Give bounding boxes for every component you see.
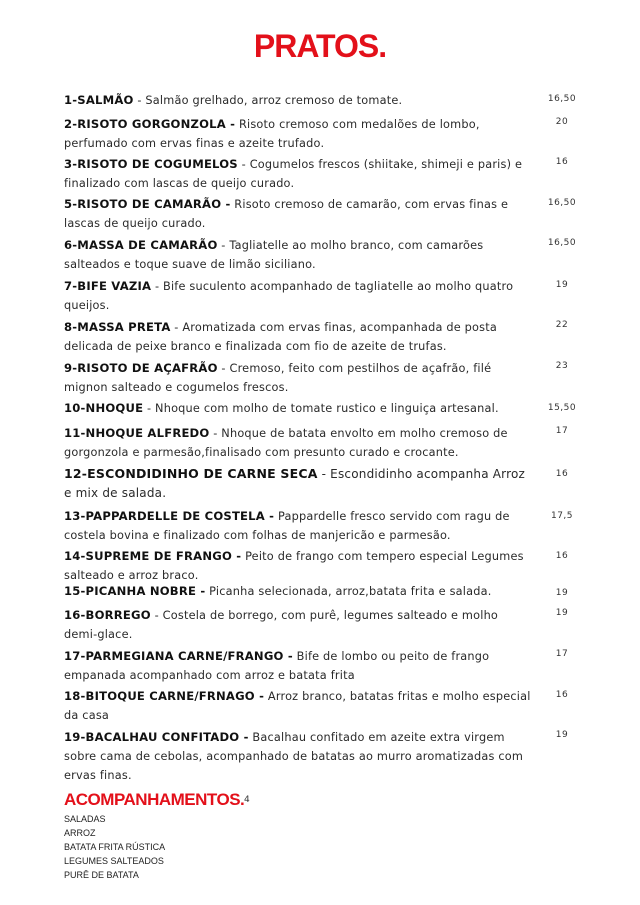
- menu-item: [64, 115, 534, 153]
- item-description: Peito de frango com tempero especial Legumes salteado e arroz braco.: [64, 550, 524, 582]
- sides-list: [64, 812, 165, 882]
- item-price: 19: [555, 608, 569, 618]
- menu-item: [64, 547, 534, 585]
- item-description: - Nhoque de batata envolto em molho cremoso de gorgonzola e parmesão,finalisado com presunto curado e crocante.: [64, 427, 508, 459]
- item-description: - Salmão grelhado, arroz cremoso de tomate.: [133, 94, 403, 107]
- item-price: 22: [555, 320, 569, 330]
- menu-item: [64, 424, 534, 462]
- item-name: 7-BIFE VAZIA: [64, 279, 152, 293]
- item-name: 19-BACALHAU CONFITADO -: [64, 730, 249, 744]
- item-price: 17: [555, 649, 569, 659]
- side-item: ARROZ: [64, 828, 96, 838]
- item-name: 9-RISOTO DE AÇAFRÃO: [64, 361, 218, 375]
- item-description: - Cremoso, feito com pestilhos de açafrão, filé mignon salteado e cogumelos frescos.: [64, 362, 492, 394]
- menu-item: [64, 728, 534, 785]
- item-name: 18-BITOQUE CARNE/FRNAGO -: [64, 689, 265, 703]
- menu-item: [64, 507, 534, 545]
- item-description: - Tagliatelle ao molho branco, com camarões salteados e toque suave de limão siciliano.: [64, 239, 484, 271]
- item-price: 19: [555, 588, 569, 598]
- section-title-sides: ACOMPANHAMENTOS.: [64, 790, 245, 809]
- menu-item: [64, 582, 534, 601]
- menu-item: [64, 359, 534, 397]
- menu-item: [64, 195, 534, 233]
- menu-item: [64, 236, 534, 274]
- menu-item: [64, 647, 534, 685]
- side-item: LEGUMES SALTEADOS: [64, 856, 164, 866]
- sides-price: 4: [244, 795, 250, 805]
- item-name: 16-BORREGO: [64, 608, 151, 622]
- menu-item: [64, 277, 534, 315]
- item-description: Picanha selecionada, arroz,batata frita e salada.: [205, 585, 492, 598]
- item-price: 16: [555, 690, 569, 700]
- page-title: PRATOS.: [253, 28, 387, 64]
- item-price: 19: [555, 280, 569, 290]
- item-description: Pappardelle fresco servido com ragu de costela bovina e finalizado com folhas de manjericão e parmesão.: [64, 510, 510, 542]
- item-name: 8-MASSA PRETA: [64, 320, 171, 334]
- item-price: 16: [555, 551, 569, 561]
- item-price: 17: [555, 426, 569, 436]
- item-description: - Aromatizada com ervas finas, acompanhada de posta delicada de peixe branco e finalizada com fio de azeite de trufas.: [64, 321, 498, 353]
- item-name: 17-PARMEGIANA CARNE/FRANGO -: [64, 649, 293, 663]
- item-description: Bacalhau confitado em azeite extra virgem sobre cama de cebolas, acompanhado de batatas ao murro aromatizadas com ervas finas.: [64, 731, 524, 782]
- item-price: 19: [555, 730, 569, 740]
- item-price: 16: [555, 157, 569, 167]
- item-name: 3-RISOTO DE COGUMELOS: [64, 157, 238, 171]
- item-name: 2-RISOTO GORGONZOLA -: [64, 117, 236, 131]
- item-price: 16,50: [547, 94, 577, 104]
- item-description: - Cogumelos frescos (shiitake, shimeji e paris) e finalizado com lascas de queijo curado.: [64, 158, 523, 190]
- item-name: 6-MASSA DE CAMARÃO: [64, 238, 218, 252]
- item-description: - Costela de borrego, com purê, legumes salteado e molho demi-glace.: [64, 609, 499, 641]
- item-price: 20: [555, 117, 569, 127]
- menu-item: [64, 687, 534, 725]
- item-description: - Bife suculento acompanhado de tagliatelle ao molho quatro queijos.: [64, 280, 514, 312]
- item-name: 5-RISOTO DE CAMARÃO -: [64, 197, 231, 211]
- menu-item: [64, 464, 534, 503]
- item-price: 16,50: [547, 198, 577, 208]
- item-description: - Nhoque com molho de tomate rustico e linguiça artesanal.: [143, 402, 499, 415]
- item-price: 23: [555, 361, 569, 371]
- item-price: 15,50: [547, 403, 577, 413]
- menu-item: [64, 399, 534, 418]
- item-price: 17,5: [550, 511, 574, 521]
- item-name: 13-PAPPARDELLE DE COSTELA -: [64, 509, 275, 523]
- item-name: 14-SUPREME DE FRANGO -: [64, 549, 242, 563]
- item-description: Arroz branco, batatas fritas e molho especial da casa: [64, 690, 531, 722]
- menu-item: [64, 155, 534, 193]
- item-price: 16,50: [547, 238, 577, 248]
- item-description: Bife de lombo ou peito de frango empanada acompanhado com arroz e batata frita: [64, 650, 490, 682]
- item-name: 11-NHOQUE ALFREDO: [64, 426, 210, 440]
- side-item: PURÊ DE BATATA: [64, 870, 139, 880]
- item-description: Risoto cremoso com medalões de lombo, perfumado com ervas finas e azeite trufado.: [64, 118, 480, 150]
- item-name: 15-PICANHA NOBRE -: [64, 584, 206, 598]
- item-name: 10-NHOQUE: [64, 401, 144, 415]
- item-description: Risoto cremoso de camarão, com ervas finas e lascas de queijo curado.: [64, 198, 509, 230]
- menu-item: [64, 606, 534, 644]
- item-price: 16: [555, 469, 569, 479]
- side-item: BATATA FRITA RÚSTICA: [64, 842, 166, 852]
- item-description: - Escondidinho acompanha Arroz e mix de salada.: [64, 467, 526, 500]
- item-name: 12-ESCONDIDINHO DE CARNE SECA: [64, 466, 318, 481]
- menu-item: [64, 91, 534, 110]
- menu-item: [64, 318, 534, 356]
- side-item: SALADAS: [64, 814, 106, 824]
- item-name: 1-SALMÃO: [64, 93, 134, 107]
